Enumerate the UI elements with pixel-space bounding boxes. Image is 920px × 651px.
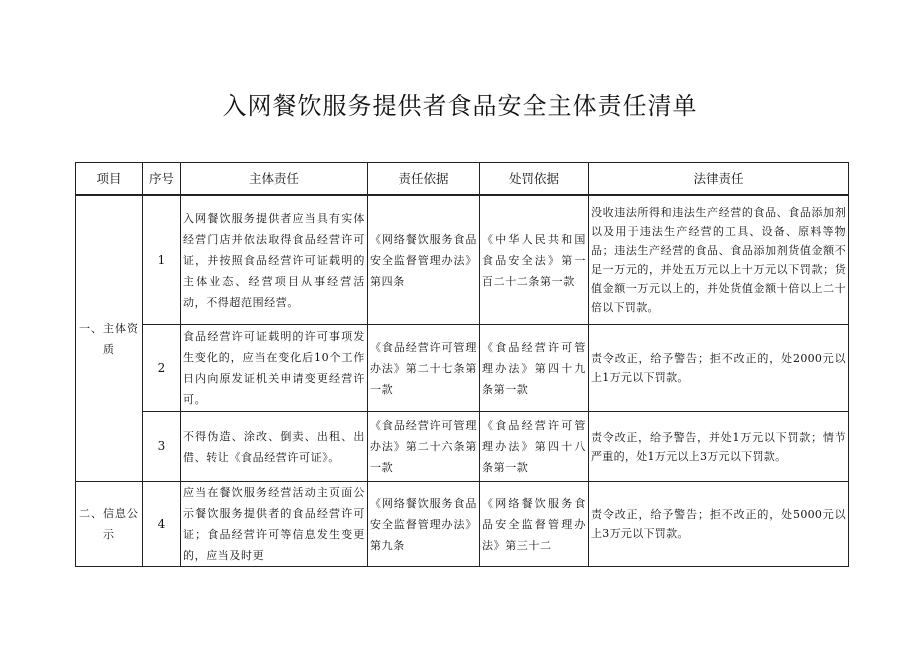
header-basis: 责任依据	[368, 163, 480, 196]
basis-cell: 《食品经营许可管理办法》第二十七条第一款	[368, 325, 480, 412]
header-penalty-basis: 处罚依据	[480, 163, 589, 196]
category-cell: 一、主体资质	[76, 195, 143, 482]
category-cell: 二、信息公示	[76, 482, 143, 567]
document-title: 入网餐饮服务提供者食品安全主体责任清单	[222, 92, 698, 120]
basis-cell: 《网络餐饮服务食品安全监督管理办法》第四条	[368, 195, 480, 325]
responsibility-cell: 不得伪造、涂改、倒卖、出租、出借、转让《食品经营许可证》。	[181, 412, 368, 482]
seq-cell: 2	[143, 325, 181, 412]
responsibility-table	[75, 162, 849, 567]
legal-cell: 责令改正，给予警告，并处1万元以下罚款；情节严重的，处1万元以上3万元以下罚款。	[589, 412, 849, 482]
penalty-basis-cell: 《食品经营许可管理办法》第四十八条第一款	[480, 412, 589, 482]
penalty-basis-cell: 《网络餐饮服务食品安全监督管理办法》第三十二	[480, 482, 589, 567]
legal-cell: 责令改正，给予警告；拒不改正的，处2000元以上1万元以下罚款。	[589, 325, 849, 412]
penalty-basis-cell: 《中华人民共和国食品安全法》第一百二十二条第一款	[480, 195, 589, 325]
header-legal: 法律责任	[589, 163, 849, 196]
penalty-basis-cell: 《食品经营许可管理办法》第四十九条第一款	[480, 325, 589, 412]
legal-cell: 责令改正，给予警告；拒不改正的，处5000元以上3万元以下罚款。	[589, 482, 849, 567]
basis-cell: 《食品经营许可管理办法》第二十六条第一款	[368, 412, 480, 482]
seq-cell: 1	[143, 195, 181, 325]
seq-cell: 4	[143, 482, 181, 567]
table-header-row	[76, 163, 849, 196]
header-seq: 序号	[143, 163, 181, 196]
header-item: 项目	[76, 163, 143, 196]
table-row	[76, 412, 849, 482]
seq-cell: 3	[143, 412, 181, 482]
basis-cell: 《网络餐饮服务食品安全监督管理办法》第九条	[368, 482, 480, 567]
responsibility-cell: 入网餐饮服务提供者应当具有实体经营门店并依法取得食品经营许可证，并按照食品经营许可证载明的主体业态、经营项目从事经营活动，不得超范围经营。	[181, 195, 368, 325]
table-row	[76, 482, 849, 567]
table-row	[76, 195, 849, 325]
legal-cell: 没收违法所得和违法生产经营的食品、食品添加剂以及用于违法生产经营的工具、设备、原料等物品；违法生产经营的食品、食品添加剂货值金额不足一万元的，并处五万元以上十万元以下罚款；货值金额一万元以上的，并处货值金额十倍以上二十倍以下罚款。	[589, 195, 849, 325]
header-responsibility: 主体责任	[181, 163, 368, 196]
responsibility-cell: 应当在餐饮服务经营活动主页面公示餐饮服务提供者的食品经营许可证；食品经营许可等信息发生变更的，应当及时更	[181, 482, 368, 567]
table-row	[76, 325, 849, 412]
responsibility-cell: 食品经营许可证载明的许可事项发生变化的，应当在变化后10个工作日内向原发证机关申请变更经营许可。	[181, 325, 368, 412]
